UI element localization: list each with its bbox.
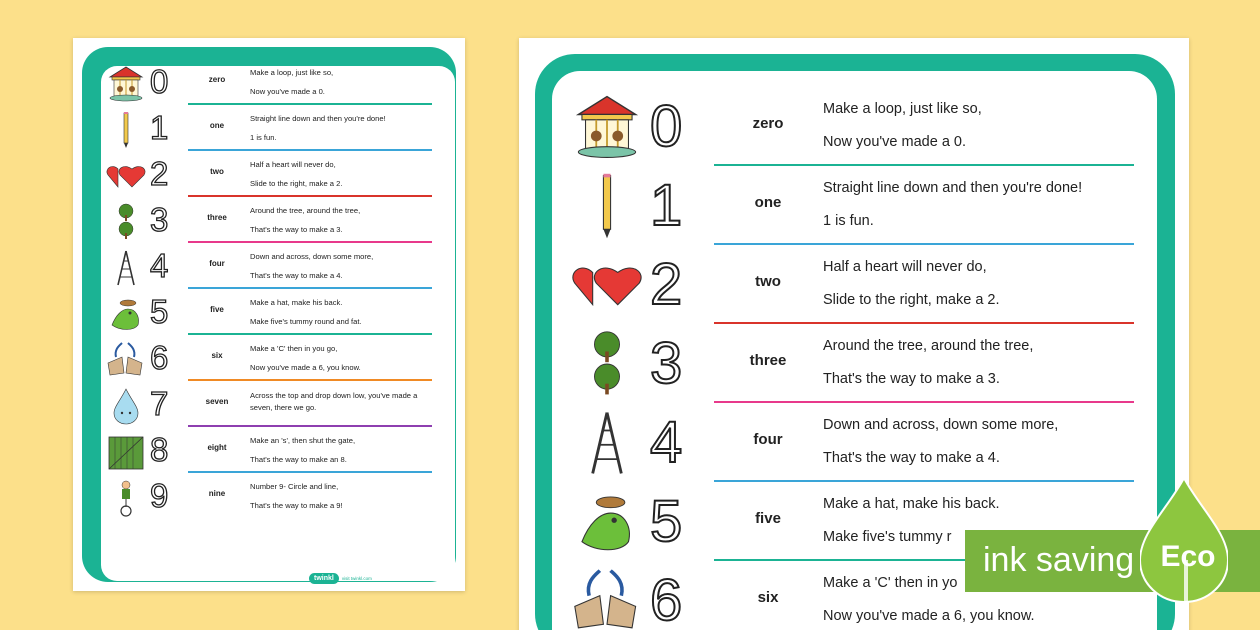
rhyme-line-2: Now you've made a 6, you know. (250, 363, 361, 372)
rhyme-line-2: That's the way to make an 8. (250, 455, 347, 464)
ink-saving-label: ink saving (983, 541, 1135, 579)
rhyme-line-2: That's the way to make a 9! (250, 501, 343, 510)
number-word: two (210, 167, 224, 176)
carousel-icon (106, 65, 146, 103)
number-word: five (210, 305, 224, 314)
unicycle-icon (106, 479, 146, 517)
rhyme-line-1: Down and across, down some more, (250, 252, 374, 261)
number-rhyme (823, 409, 1135, 475)
rhyme-line-1: Half a heart will never do, (823, 259, 987, 275)
number-rhyme (250, 201, 434, 239)
number-row-five (106, 289, 432, 335)
droplet-icon (106, 387, 146, 425)
rhyme-line-2: That's the way to make a 3. (823, 371, 1000, 387)
number-word: four (753, 431, 783, 448)
number-rhyme (823, 172, 1135, 238)
rhyme-line-1: Half a heart will never do, (250, 160, 336, 169)
number-word: six (211, 351, 223, 360)
number-digit: 8 (150, 431, 169, 468)
number-digit: 5 (650, 489, 683, 554)
rhyme-line-1: Down and across, down some more, (823, 417, 1059, 433)
number-word: three (749, 352, 787, 369)
rhyme-line-2: That's the way to make a 3. (250, 225, 343, 234)
large-number-row-one (566, 166, 1134, 245)
crocodile-icon (106, 295, 146, 333)
number-digit: 4 (150, 247, 169, 284)
number-rhyme (250, 477, 434, 515)
rhyme-line-2: That's the way to make a 4. (250, 271, 343, 280)
number-row-four (106, 243, 432, 289)
number-digit: 6 (150, 339, 169, 376)
large-number-row-three (566, 324, 1134, 403)
hearts-icon (106, 157, 146, 195)
twinkl-badge: twinkl (309, 573, 339, 584)
ladder-icon (106, 249, 146, 287)
trees-icon (106, 203, 146, 241)
number-digit: 3 (650, 331, 683, 396)
number-rhyme (250, 390, 434, 414)
rhyme-line-1: Make a loop, just like so, (823, 101, 982, 117)
number-row-six (106, 335, 432, 381)
number-rhyme (823, 251, 1135, 317)
number-digit: 2 (650, 252, 683, 317)
rhyme-line-1: Make an 's', then shut the gate, (250, 436, 356, 445)
number-digit: 9 (150, 477, 169, 514)
rhyme-line-2: Now you've made a 0. (823, 134, 967, 150)
number-digit: 1 (650, 173, 683, 238)
number-row-eight (106, 427, 432, 473)
rhyme-line-1: Around the tree, around the tree, (823, 338, 1034, 354)
number-digit: 6 (650, 568, 683, 630)
number-digit: 4 (650, 410, 683, 475)
large-number-row-two (566, 245, 1134, 324)
number-digit: 2 (150, 155, 169, 192)
rhyme-line-2: Now you've made a 6, you know. (823, 608, 1035, 624)
number-rhyme (250, 155, 434, 193)
carousel-icon (566, 93, 648, 161)
number-word: four (209, 259, 225, 268)
rhyme-line-2: Make five's tummy r (823, 529, 952, 545)
rhyme-line-1: Straight line down and then you're done! (823, 180, 1083, 196)
rhyme-line-1: Make a loop, just like so, (250, 68, 334, 77)
number-rhyme (823, 330, 1135, 396)
ladder-icon (566, 409, 648, 477)
eco-badge-text: Eco (1160, 540, 1216, 573)
large-number-row-four (566, 403, 1134, 482)
number-word: three (207, 213, 227, 222)
number-word: one (754, 194, 782, 211)
number-rhyme (250, 339, 434, 377)
number-word: eight (207, 443, 227, 452)
number-word: six (757, 589, 779, 606)
number-row-seven (106, 381, 432, 427)
rhyme-line-2: Now you've made a 0. (250, 87, 325, 96)
number-word: one (209, 121, 225, 130)
number-rhyme (250, 247, 434, 285)
rhyme-line-1: Straight line down and then you're done! (250, 114, 386, 123)
number-word: nine (208, 489, 226, 498)
number-digit: 0 (650, 94, 683, 159)
number-row-one (106, 105, 432, 151)
pencil-icon (566, 172, 648, 240)
number-word: zero (208, 75, 226, 84)
crocodile-icon (566, 488, 648, 556)
twinkl-logo (309, 570, 383, 586)
number-digit: 5 (150, 293, 169, 330)
rhyme-line-2: 1 is fun. (823, 213, 874, 229)
number-row-zero (106, 59, 432, 105)
number-row-two (106, 151, 432, 197)
number-rhyme (250, 63, 434, 101)
rhyme-line-2: 1 is fun. (250, 133, 277, 142)
pencil-icon (106, 111, 146, 149)
number-word: zero (752, 115, 784, 132)
number-rhyme (250, 109, 434, 147)
rhyme-line-2: Slide to the right, make a 2. (250, 179, 343, 188)
rhyme-line-1: Across the top and drop down low, you've made a seven, there we go. (250, 391, 418, 412)
number-row-nine (106, 473, 432, 519)
number-row-three (106, 197, 432, 243)
rhyme-line-1: Make a hat, make his back. (823, 496, 1000, 512)
number-rhyme (250, 293, 434, 331)
hearts-icon (566, 251, 648, 319)
gate-icon (106, 433, 146, 471)
number-digit: 7 (150, 385, 169, 422)
number-digit: 1 (150, 109, 169, 146)
number-rhyme (823, 93, 1135, 159)
bags-icon (106, 341, 146, 379)
bags-icon (566, 567, 648, 630)
number-digit: 3 (150, 201, 169, 238)
number-word: two (755, 273, 781, 290)
trees-icon (566, 330, 648, 398)
rhyme-line-1: Make a 'C' then in you go, (250, 344, 338, 353)
rhyme-line-2: That's the way to make a 4. (823, 450, 1000, 466)
number-digit: 0 (150, 63, 169, 100)
large-number-row-zero (566, 87, 1134, 166)
number-word: seven (205, 397, 229, 406)
number-word: five (755, 510, 781, 527)
rhyme-line-2: Slide to the right, make a 2. (823, 292, 1000, 308)
twinkl-url: visit twinkl.com (341, 576, 372, 582)
rhyme-line-1: Around the tree, around the tree, (250, 206, 361, 215)
rhyme-line-1: Number 9- Circle and line, (250, 482, 339, 491)
rhyme-line-1: Make a 'C' then in yo (823, 575, 958, 591)
rhyme-line-1: Make a hat, make his back. (250, 298, 343, 307)
rhyme-line-2: Make five's tummy round and fat. (250, 317, 362, 326)
number-rhyme (250, 431, 434, 469)
